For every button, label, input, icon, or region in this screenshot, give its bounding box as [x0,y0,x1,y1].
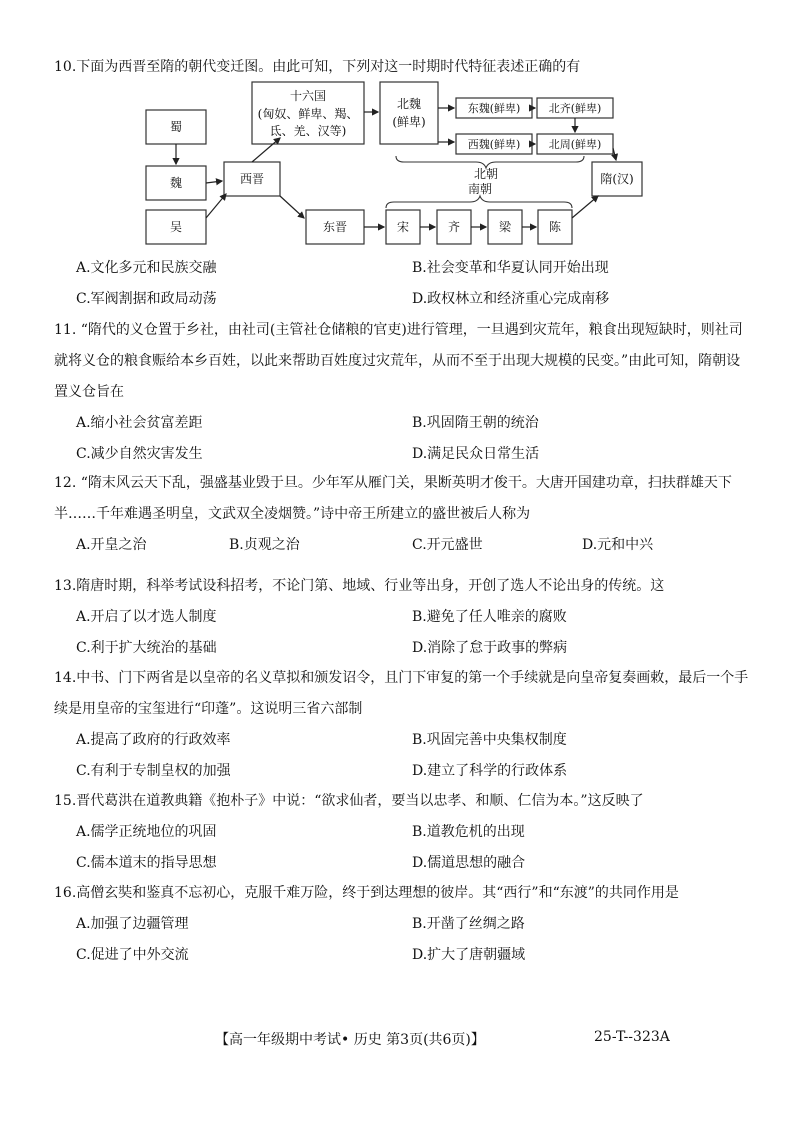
option-11-a[interactable]: A.缩小社会贫富差距 [76,415,203,431]
question-14 [54,663,754,787]
label-beiqi: 北齐(鲜卑) [548,102,602,115]
option-16-c[interactable]: C.促进了中外交流 [76,947,189,963]
option-10-a[interactable]: A.文化多元和民族交融 [76,260,217,276]
option-15-c[interactable]: C.儒本道末的指导思想 [76,855,217,871]
question-13-stem: 13.隋唐时期，科举考试设科招考，不论门第、地域、行业等出身，开创了选人不论出身的传统。这 [54,578,665,594]
option-12-c[interactable]: C.开元盛世 [412,537,483,553]
label-qi: 齐 [447,220,461,234]
question-10-options [54,253,754,315]
question-11 [54,315,754,470]
question-13 [54,571,754,664]
option-14-c[interactable]: C.有利于专制皇权的加强 [76,763,231,779]
label-sixteen-1: 十六国 [289,89,327,103]
label-xijin: 西晋 [239,172,265,186]
option-10-d[interactable]: D.政权林立和经济重心完成南移 [412,291,610,307]
question-16-stem: 16.高僧玄奘和鉴真不忘初心，克服千难万险，终于到达理想的彼岸。其“西行”和“东渡”的共同作用是 [54,885,679,901]
label-wu: 吴 [169,220,183,234]
question-12-stem: 12. “隋末风云天下乱，强盛基业毁于旦。少年军从雁门关，果断英明才俊干。大唐开国建功章，扫扶群雄天下半……千年难遇圣明皇，文武双全凌烟赞。”诗中帝王所建立的盛世被后人称为 [54,475,732,522]
label-beizhou: 北周(鲜卑) [548,138,602,151]
option-16-d[interactable]: D.扩大了唐朝疆域 [412,947,526,963]
option-14-a[interactable]: A.提高了政府的行政效率 [76,732,231,748]
label-dongjin: 东晋 [322,220,348,234]
option-12-a[interactable]: A.开皇之治 [76,537,147,553]
label-nanchao: 南朝 [467,182,493,196]
question-14-stem: 14.中书、门下两省是以皇帝的名义草拟和颁发诏令，且门下审复的第一个手续就是向皇帝复奏画敕，最后一个手续是用皇帝的宝玺进行“印蓬”。这说明三省六部制 [54,670,749,717]
option-11-c[interactable]: C.减少自然灾害发生 [76,446,203,462]
question-11-stem: 11. “隋代的义仓置于乡社，由社司(主管社仓储粮的官吏)进行管理，一旦遇到灾荒年，粮食出现短缺时，则社司就将义仓的粮食赈给本乡百姓，以此来帮助百姓度过灾荒年，从而不至于出现大规模的民变。”由此可知，隋朝设置义仓旨在 [54,322,743,400]
footer-code: 25-T--323A [594,1029,670,1045]
option-10-c[interactable]: C.军阀割据和政局动荡 [76,291,217,307]
option-14-b[interactable]: B.巩固完善中央集权制度 [412,732,567,748]
option-12-d[interactable]: D.元和中兴 [582,537,654,553]
dynasty-transition-diagram [140,78,646,248]
label-sixteen-2: (匈奴、鲜卑、羯、 [257,107,359,121]
option-13-a[interactable]: A.开启了以才选人制度 [76,609,217,625]
option-13-b[interactable]: B.避免了任人唯亲的腐败 [412,609,567,625]
label-shu: 蜀 [169,120,183,134]
label-dongwei: 东魏(鲜卑) [467,102,521,115]
option-10-b[interactable]: B.社会变革和华夏认同开始出现 [412,260,609,276]
option-16-a[interactable]: A.加强了边疆管理 [76,916,189,932]
option-14-d[interactable]: D.建立了科学的行政体系 [412,763,568,779]
option-11-b[interactable]: B.巩固隋王朝的统治 [412,415,539,431]
option-15-b[interactable]: B.道教危机的出现 [412,824,525,840]
label-beiwei-2: (鲜卑) [392,115,426,129]
footer-title: 【高一年级期中考试• 历史 第3页(共6页)】 [215,1032,485,1048]
label-chen: 陈 [548,220,562,234]
option-13-d[interactable]: D.消除了怠于政事的弊病 [412,640,568,656]
question-16 [54,878,754,971]
option-16-b[interactable]: B.开凿了丝绸之路 [412,916,525,932]
question-10-stem: 10.下面为西晋至隋的朝代变迁图。由此可知，下列对这一时期时代特征表述正确的有 [54,59,581,75]
label-wei: 魏 [169,176,183,190]
label-xiwei: 西魏(鲜卑) [467,138,521,151]
option-15-d[interactable]: D.儒道思想的融合 [412,855,526,871]
question-15 [54,786,754,879]
label-beichao: 北朝 [473,167,499,181]
question-15-stem: 15.晋代葛洪在道教典籍《抱朴子》中说：“欲求仙者，要当以忠孝、和顺、仁信为本。”这反映了 [54,793,644,809]
option-15-a[interactable]: A.儒学正统地位的巩固 [76,824,217,840]
label-liang: 梁 [498,220,512,234]
option-11-d[interactable]: D.满足民众日常生活 [412,446,540,462]
option-13-c[interactable]: C.利于扩大统治的基础 [76,640,217,656]
question-12 [54,468,754,561]
label-sui: 隋(汉) [600,172,634,186]
label-song: 宋 [396,220,410,234]
label-beiwei-1: 北魏 [396,97,422,111]
label-sixteen-3: 氐、羌、汉等) [269,124,347,138]
box-beiwei [380,82,438,144]
option-12-b[interactable]: B.贞观之治 [229,537,300,553]
